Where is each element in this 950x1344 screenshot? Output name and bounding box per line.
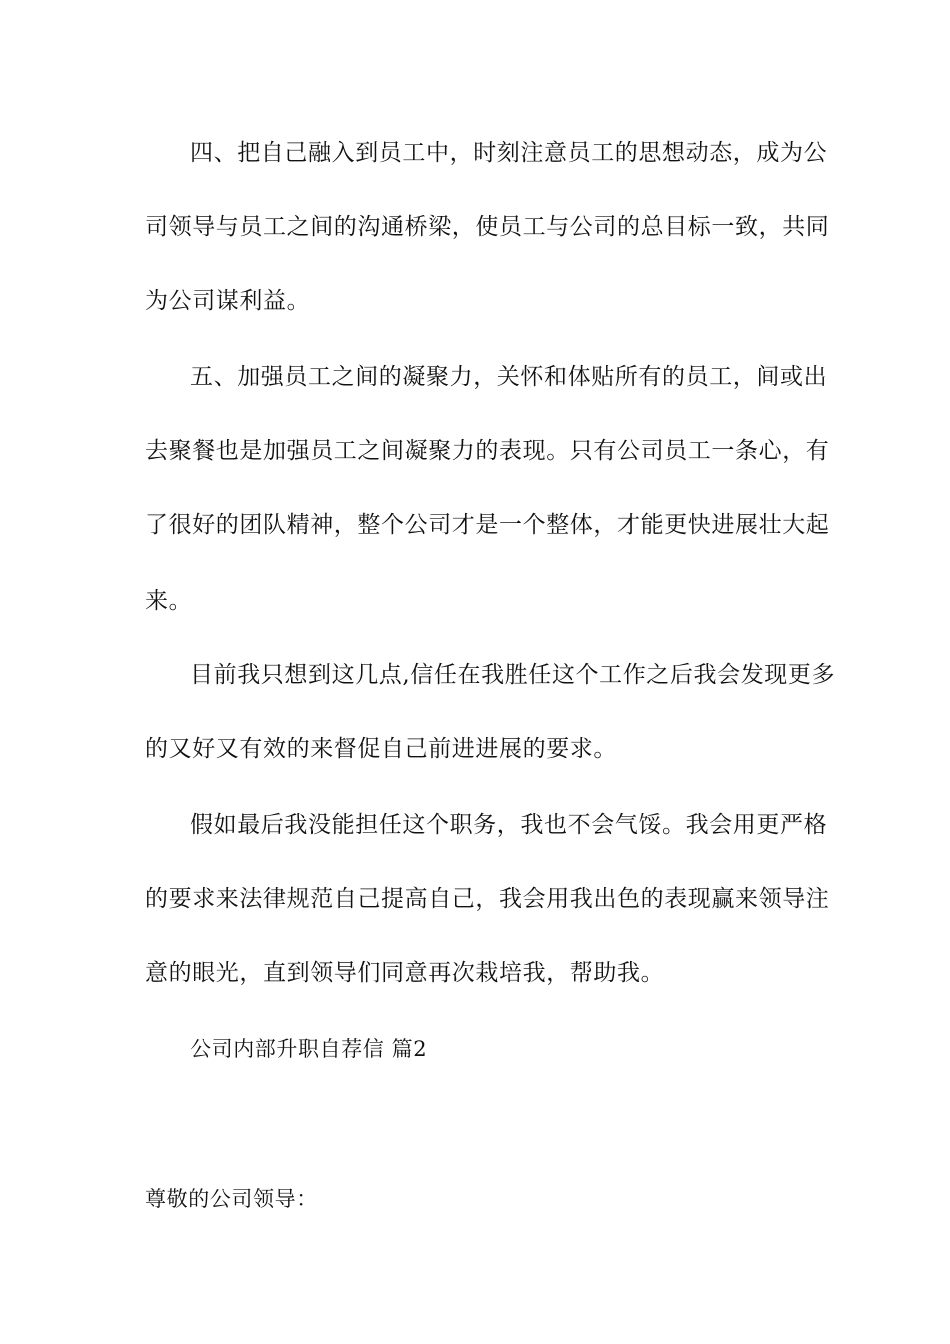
paragraph-line: 了很好的团队精神，整个公司才是一个整体，才能更快进展壮大起 bbox=[145, 512, 830, 538]
paragraph-line: 目前我只想到这几点,信任在我胜任这个工作之后我会发现更多 bbox=[190, 662, 836, 688]
paragraph-line: 的要求来法律规范自己提高自己，我会用我出色的表现赢来领导注 bbox=[145, 886, 830, 912]
paragraph-line: 来。 bbox=[145, 588, 193, 614]
paragraph-line: 为公司谋利益。 bbox=[145, 288, 311, 314]
paragraph-line: 意的眼光，直到领导们同意再次栽培我，帮助我。 bbox=[145, 960, 665, 986]
salutation: 尊敬的公司领导： bbox=[145, 1187, 318, 1211]
paragraph-line: 五、加强员工之间的凝聚力，关怀和体贴所有的员工，间或出 bbox=[190, 364, 828, 390]
paragraph-line: 四、把自己融入到员工中，时刻注意员工的思想动态，成为公 bbox=[190, 140, 828, 166]
section-title: 公司内部升职自荐信 篇2 bbox=[190, 1037, 428, 1061]
paragraph-line: 司领导与员工之间的沟通桥梁，使员工与公司的总目标一致，共同 bbox=[145, 214, 830, 240]
paragraph-line: 去聚餐也是加强员工之间凝聚力的表现。只有公司员工一条心，有 bbox=[145, 438, 830, 464]
paragraph-line: 假如最后我没能担任这个职务，我也不会气馁。我会用更严格 bbox=[190, 812, 828, 838]
paragraph-line: 的又好又有效的来督促自己前进进展的要求。 bbox=[145, 736, 617, 762]
